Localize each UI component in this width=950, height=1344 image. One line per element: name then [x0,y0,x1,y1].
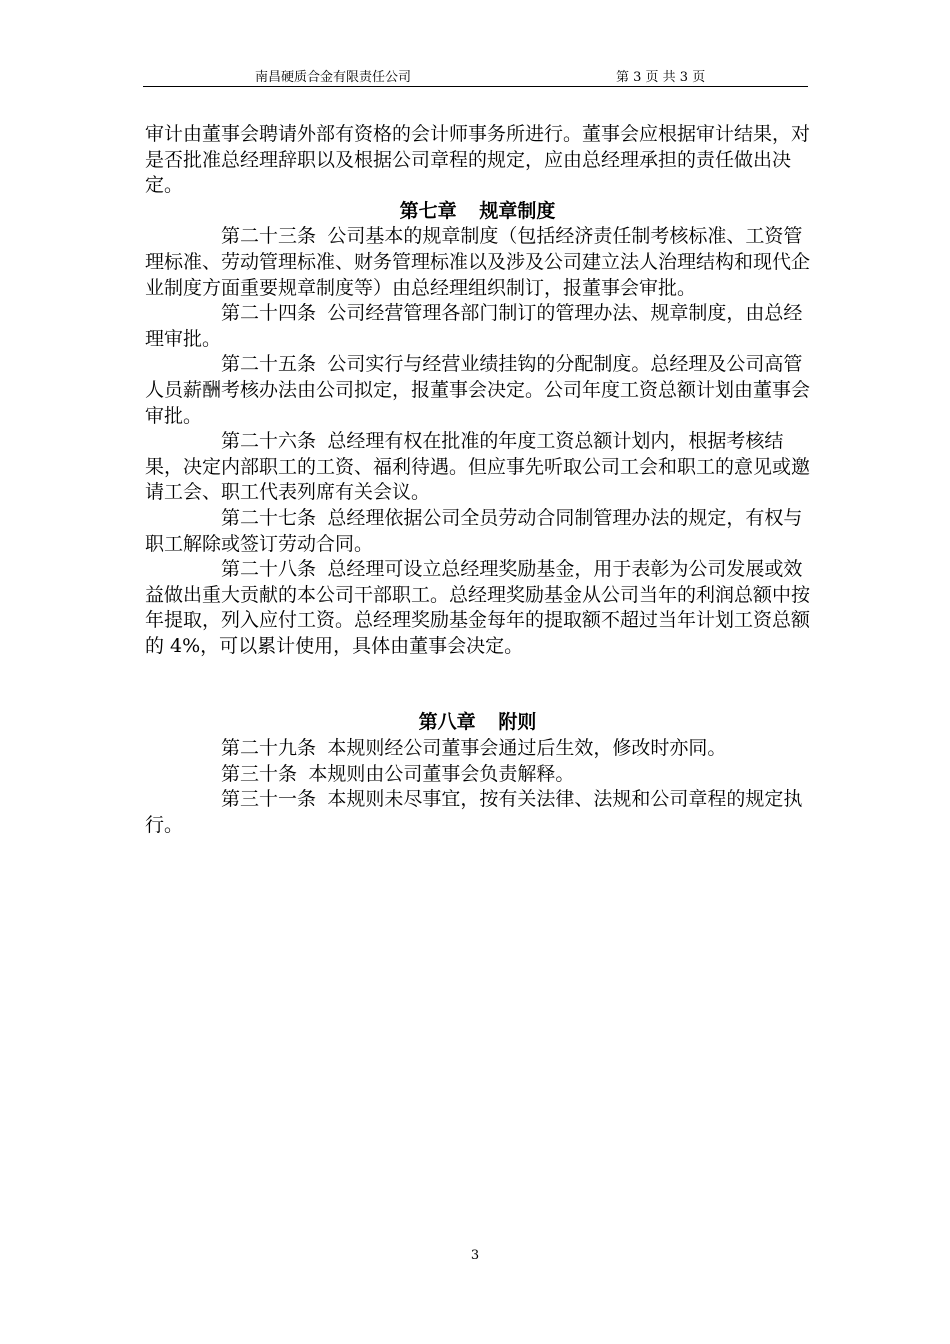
article-number: 第二十五条 [221,353,317,376]
article-25 [145,352,810,429]
continuation-paragraph: 审计由董事会聘请外部有资格的会计师事务所进行。董事会应根据审计结果，对是否批准总经理辞职以及根据公司章程的规定，应由总经理承担的责任做出决定。 [145,123,811,197]
article-text: 公司实行与经营业绩挂钩的分配制度。总经理及公司高管人员薪酬考核办法由公司拟定，报董事会决定。公司年度工资总额计划由董事会审批。 [145,353,811,427]
page-number: 3 [470,1248,480,1263]
article-text: 本规则经公司董事会通过后生效，修改时亦同。 [327,737,727,760]
article-number: 第三十一条 [221,788,317,811]
chapter-7-heading [145,199,810,225]
page-header [143,66,808,87]
header-page-info: 第 3 页 共 3 页 [616,70,706,85]
article-number: 第二十四条 [221,302,317,325]
article-number: 第二十三条 [221,225,317,248]
chapter-number: 第七章 [399,199,457,222]
article-number: 第二十六条 [221,430,317,453]
section-spacer [145,659,810,710]
article-text: 总经理有权在批准的年度工资总额计划内，根据考核结果，决定内部职工的工资、福利待遇。但应事先听取公司工会和职工的意见或邀请工会、职工代表列席有关会议。 [145,430,811,504]
article-text: 总经理可设立总经理奖励基金，用于表彰为公司发展或效益做出重大贡献的本公司干部职工。总经理奖励基金从公司当年的利润总额中按年提取，列入应付工资。总经理奖励基金每年的提取额不超过当年计划工资总额的 4%，可以累计使用，具体由董事会决定。 [145,558,811,657]
article-text: 总经理依据公司全员劳动合同制管理办法的规定，有权与职工解除或签订劳动合同。 [145,506,803,555]
header-company-name: 南昌硬质合金有限责任公司 [255,70,412,85]
chapter-8-heading [145,710,810,736]
article-26 [145,429,810,506]
chapter-title: 附则 [498,711,537,734]
article-number: 第三十条 [221,762,298,785]
article-29 [145,736,810,762]
article-text: 公司基本的规章制度（包括经济责任制考核标准、工资管理标准、劳动管理标准、财务管理标准以及涉及公司建立法人治理结构和现代企业制度方面重要规章制度等）由总经理组织制订，报董事会审批。 [145,225,811,299]
chapter-title: 规章制度 [479,199,556,222]
article-number: 第二十七条 [221,506,317,529]
page-footer [0,1248,950,1263]
article-text: 公司经营管理各部门制订的管理办法、规章制度，由总经理审批。 [145,302,803,350]
article-text: 本规则由公司董事会负责解释。 [308,762,575,785]
article-30 [145,762,810,788]
chapter-number: 第八章 [418,711,476,734]
document-body [145,122,810,838]
article-27 [145,506,810,557]
article-23 [145,224,810,301]
article-number: 第二十九条 [221,737,317,760]
article-28 [145,557,810,659]
article-31 [145,787,810,838]
article-24 [145,301,810,352]
article-number: 第二十八条 [221,558,317,581]
article-text: 本规则未尽事宜，按有关法律、法规和公司章程的规定执行。 [145,788,803,836]
